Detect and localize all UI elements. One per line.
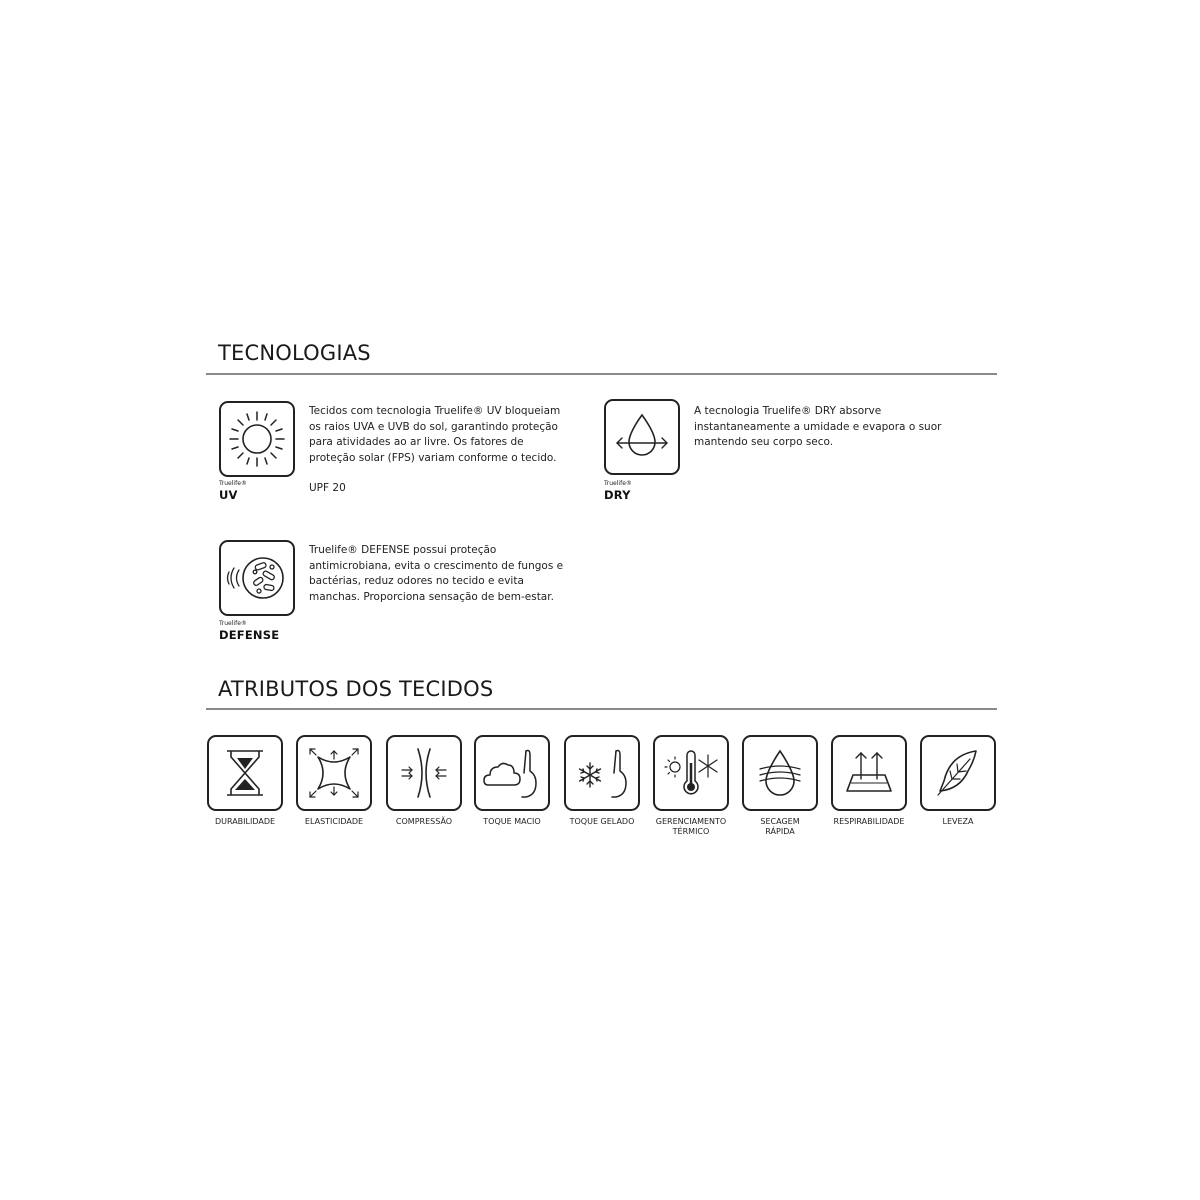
dry-icon-box	[604, 399, 680, 475]
tecnologias-divider	[206, 373, 997, 375]
toque-gelado-label: TOQUE GELADO	[569, 817, 635, 826]
toque-macio-label: TOQUE MACIO	[483, 817, 541, 826]
feather-icon	[930, 745, 986, 801]
elasticidade-label: ELASTICIDADE	[304, 817, 364, 826]
leveza-label: LEVEZA	[942, 817, 974, 826]
uv-brand-name: UV	[219, 488, 238, 502]
uv-icon-box	[219, 401, 295, 477]
gerenciamento-termico-label: GERENCIAMENTO TÉRMICO	[655, 817, 727, 836]
toque-macio-icon-box	[474, 735, 550, 811]
tecnologias-title: TECNOLOGIAS	[218, 341, 371, 365]
uv-brand-small: Truelife®	[219, 480, 247, 487]
secagem-rapida-label: SECAGEM RÁPIDA	[760, 817, 800, 836]
atributos-title: ATRIBUTOS DOS TECIDOS	[218, 677, 494, 701]
dry-brand-name: DRY	[604, 488, 631, 502]
uv-upf-value: UPF 20	[309, 482, 346, 494]
respirabilidade-label: RESPIRABILIDADE	[833, 817, 905, 826]
defense-icon-box	[219, 540, 295, 616]
breathable-icon	[841, 745, 897, 801]
hourglass-icon	[217, 745, 273, 801]
bacteria-shield-icon	[225, 546, 289, 610]
dry-brand-small: Truelife®	[604, 480, 632, 487]
defense-brand-name: DEFENSE	[219, 628, 280, 642]
elasticidade-icon-box	[296, 735, 372, 811]
uv-description: Tecidos com tecnologia Truelife® UV bloqueiam os raios UVA e UVB do sol, garantindo proteção para atividades ao ar livre. Os fatores de proteção solar (FPS) variam conforme o tecido.	[309, 405, 561, 464]
cloud-hand-icon	[482, 745, 542, 801]
secagem-rapida-icon-box	[742, 735, 818, 811]
dry-description: A tecnologia Truelife® DRY absorve instantaneamente a umidade e evapora o suor mantendo seu corpo seco.	[694, 405, 942, 448]
leveza-icon-box	[920, 735, 996, 811]
stretch-icon	[306, 745, 362, 801]
sun-icon	[227, 409, 287, 469]
compression-icon	[396, 745, 452, 801]
atributos-divider	[206, 708, 997, 710]
snowflake-hand-icon	[572, 745, 632, 801]
thermometer-icon	[661, 743, 721, 803]
toque-gelado-icon-box	[564, 735, 640, 811]
respirabilidade-icon-box	[831, 735, 907, 811]
compressao-label: COMPRESSÃO	[395, 817, 453, 826]
defense-brand-small: Truelife®	[219, 620, 247, 627]
durabilidade-label: DURABILIDADE	[214, 817, 276, 826]
gerenciamento-termico-icon-box	[653, 735, 729, 811]
compressao-icon-box	[386, 735, 462, 811]
durabilidade-icon-box	[207, 735, 283, 811]
drying-drop-icon	[752, 745, 808, 801]
defense-description: Truelife® DEFENSE possui proteção antimicrobiana, evita o crescimento de fungos e bactérias, reduz odores no tecido e evita manchas. Proporciona sensação de bem-estar.	[309, 544, 564, 603]
water-drop-icon	[612, 407, 672, 467]
